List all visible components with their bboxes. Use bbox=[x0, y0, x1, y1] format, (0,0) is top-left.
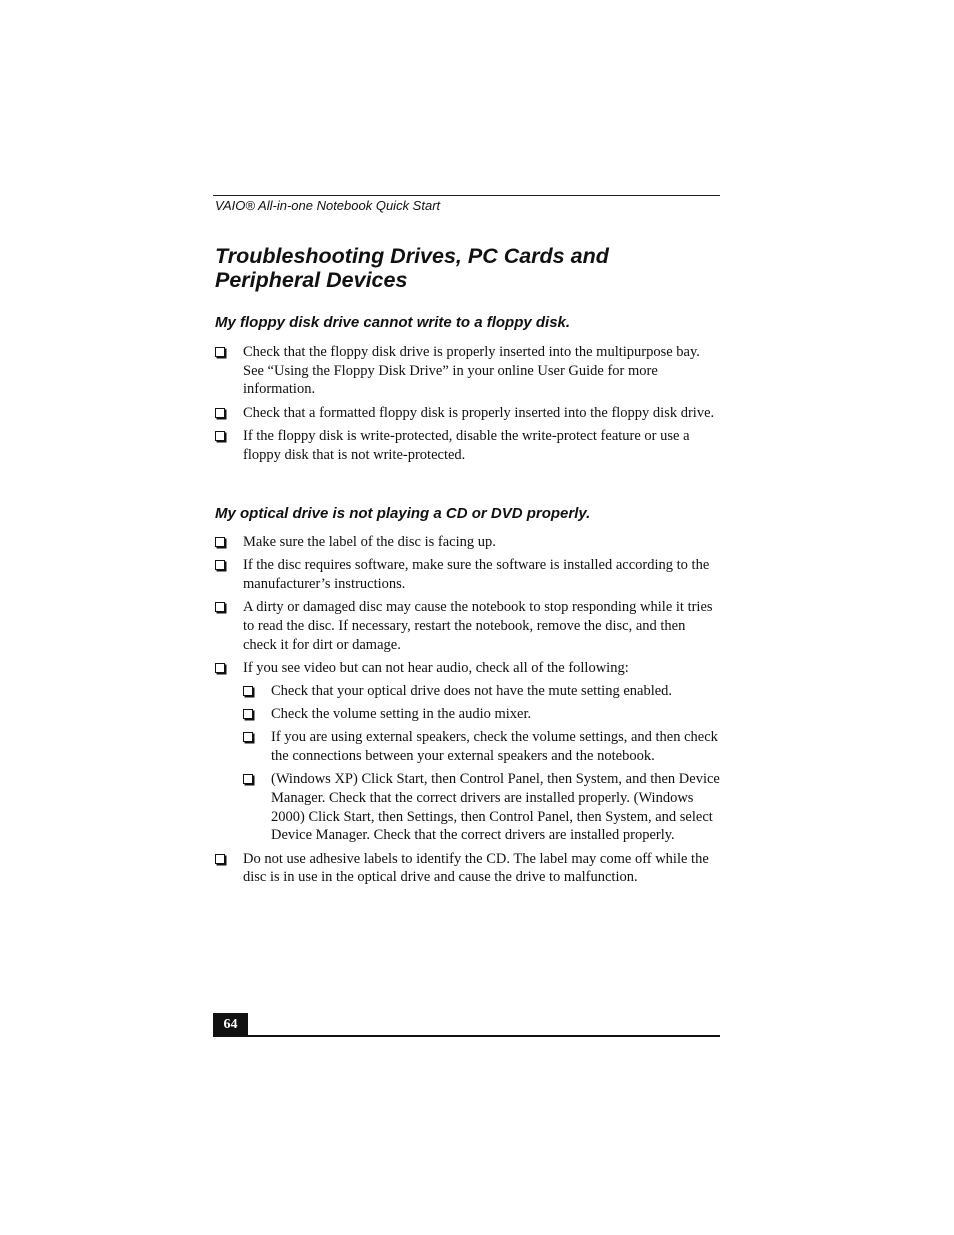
list-item bbox=[215, 598, 720, 654]
sub-list-item-text: If you are using external speakers, check the volume settings, and then check the connections between your external speakers and the notebook. bbox=[271, 729, 718, 765]
list-item bbox=[215, 659, 720, 845]
floppy-heading: My floppy disk drive cannot write to a floppy disk. bbox=[215, 314, 571, 331]
list-item-text: Check that the floppy disk drive is properly inserted into the multipurpose bay. See “Using the Floppy Disk Drive” in your online User Guide for more information. bbox=[243, 344, 700, 398]
checkbox-bullet-icon bbox=[215, 602, 225, 612]
list-item-text: A dirty or damaged disc may cause the notebook to stop responding while it tries to read the disc. If necessary, restart the notebook, remove the disc, and then check it for dirt or damage. bbox=[243, 599, 713, 653]
checkbox-bullet-icon bbox=[243, 709, 253, 719]
section-title bbox=[215, 244, 725, 292]
floppy-checklist bbox=[215, 343, 720, 469]
header-rule bbox=[213, 195, 720, 196]
sub-list-item bbox=[243, 770, 720, 845]
sub-list-item bbox=[243, 682, 720, 701]
checkbox-bullet-icon bbox=[215, 537, 225, 547]
list-item bbox=[215, 404, 720, 423]
list-item bbox=[215, 556, 720, 593]
list-item-text: If the disc requires software, make sure the software is installed according to the manufacturer’s instructions. bbox=[243, 557, 710, 592]
optical-heading: My optical drive is not playing a CD or DVD properly. bbox=[215, 505, 591, 522]
sub-list-item-text: Check that your optical drive does not have the mute setting enabled. bbox=[271, 682, 673, 699]
list-item bbox=[215, 427, 720, 464]
sub-list-item-text: Check the volume setting in the audio mixer. bbox=[271, 706, 532, 723]
checkbox-bullet-icon bbox=[243, 686, 253, 696]
checkbox-bullet-icon bbox=[215, 408, 225, 418]
optical-checklist bbox=[215, 533, 720, 891]
sub-list-item-text: (Windows XP) Click Start, then Control Panel, then System, and then Device Manager. Check that the correct drivers are installed properly. (Windows 2000) Click Start, then Settings, then Control Panel, then System, and select Device Manager. Check that the correct drivers are installed properly. bbox=[271, 771, 720, 844]
list-item bbox=[215, 533, 720, 552]
list-item-text: Make sure the label of the disc is facing up. bbox=[243, 534, 496, 550]
list-item bbox=[215, 850, 720, 887]
section-title-line-2: Peripheral Devices bbox=[215, 268, 408, 292]
page-number: 64 bbox=[213, 1013, 248, 1036]
list-item-text: If the floppy disk is write-protected, disable the write-protect feature or use a floppy disk that is not write-protected. bbox=[243, 427, 690, 463]
list-item-text: Do not use adhesive labels to identify the CD. The label may come off while the disc is in use in the optical drive and cause the drive to malfunction. bbox=[243, 850, 709, 886]
checkbox-bullet-icon bbox=[215, 560, 225, 570]
checkbox-bullet-icon bbox=[243, 774, 253, 784]
checkbox-bullet-icon bbox=[215, 663, 225, 673]
sub-list-item bbox=[243, 705, 720, 724]
list-item-text: Check that a formatted floppy disk is properly inserted into the floppy disk drive. bbox=[243, 404, 715, 421]
section-title-line-1: Troubleshooting Drives, PC Cards and bbox=[215, 244, 609, 268]
list-item bbox=[215, 343, 720, 399]
list-item-text: If you see video but can not hear audio, check all of the following: bbox=[243, 659, 629, 676]
checkbox-bullet-icon bbox=[215, 854, 225, 864]
audio-sub-checklist bbox=[243, 682, 720, 845]
sub-list-item bbox=[243, 728, 720, 765]
checkbox-bullet-icon bbox=[215, 431, 225, 441]
running-header: VAIO® All-in-one Notebook Quick Start bbox=[215, 198, 441, 213]
checkbox-bullet-icon bbox=[243, 732, 253, 742]
checkbox-bullet-icon bbox=[215, 347, 225, 357]
footer-rule bbox=[213, 1035, 720, 1037]
